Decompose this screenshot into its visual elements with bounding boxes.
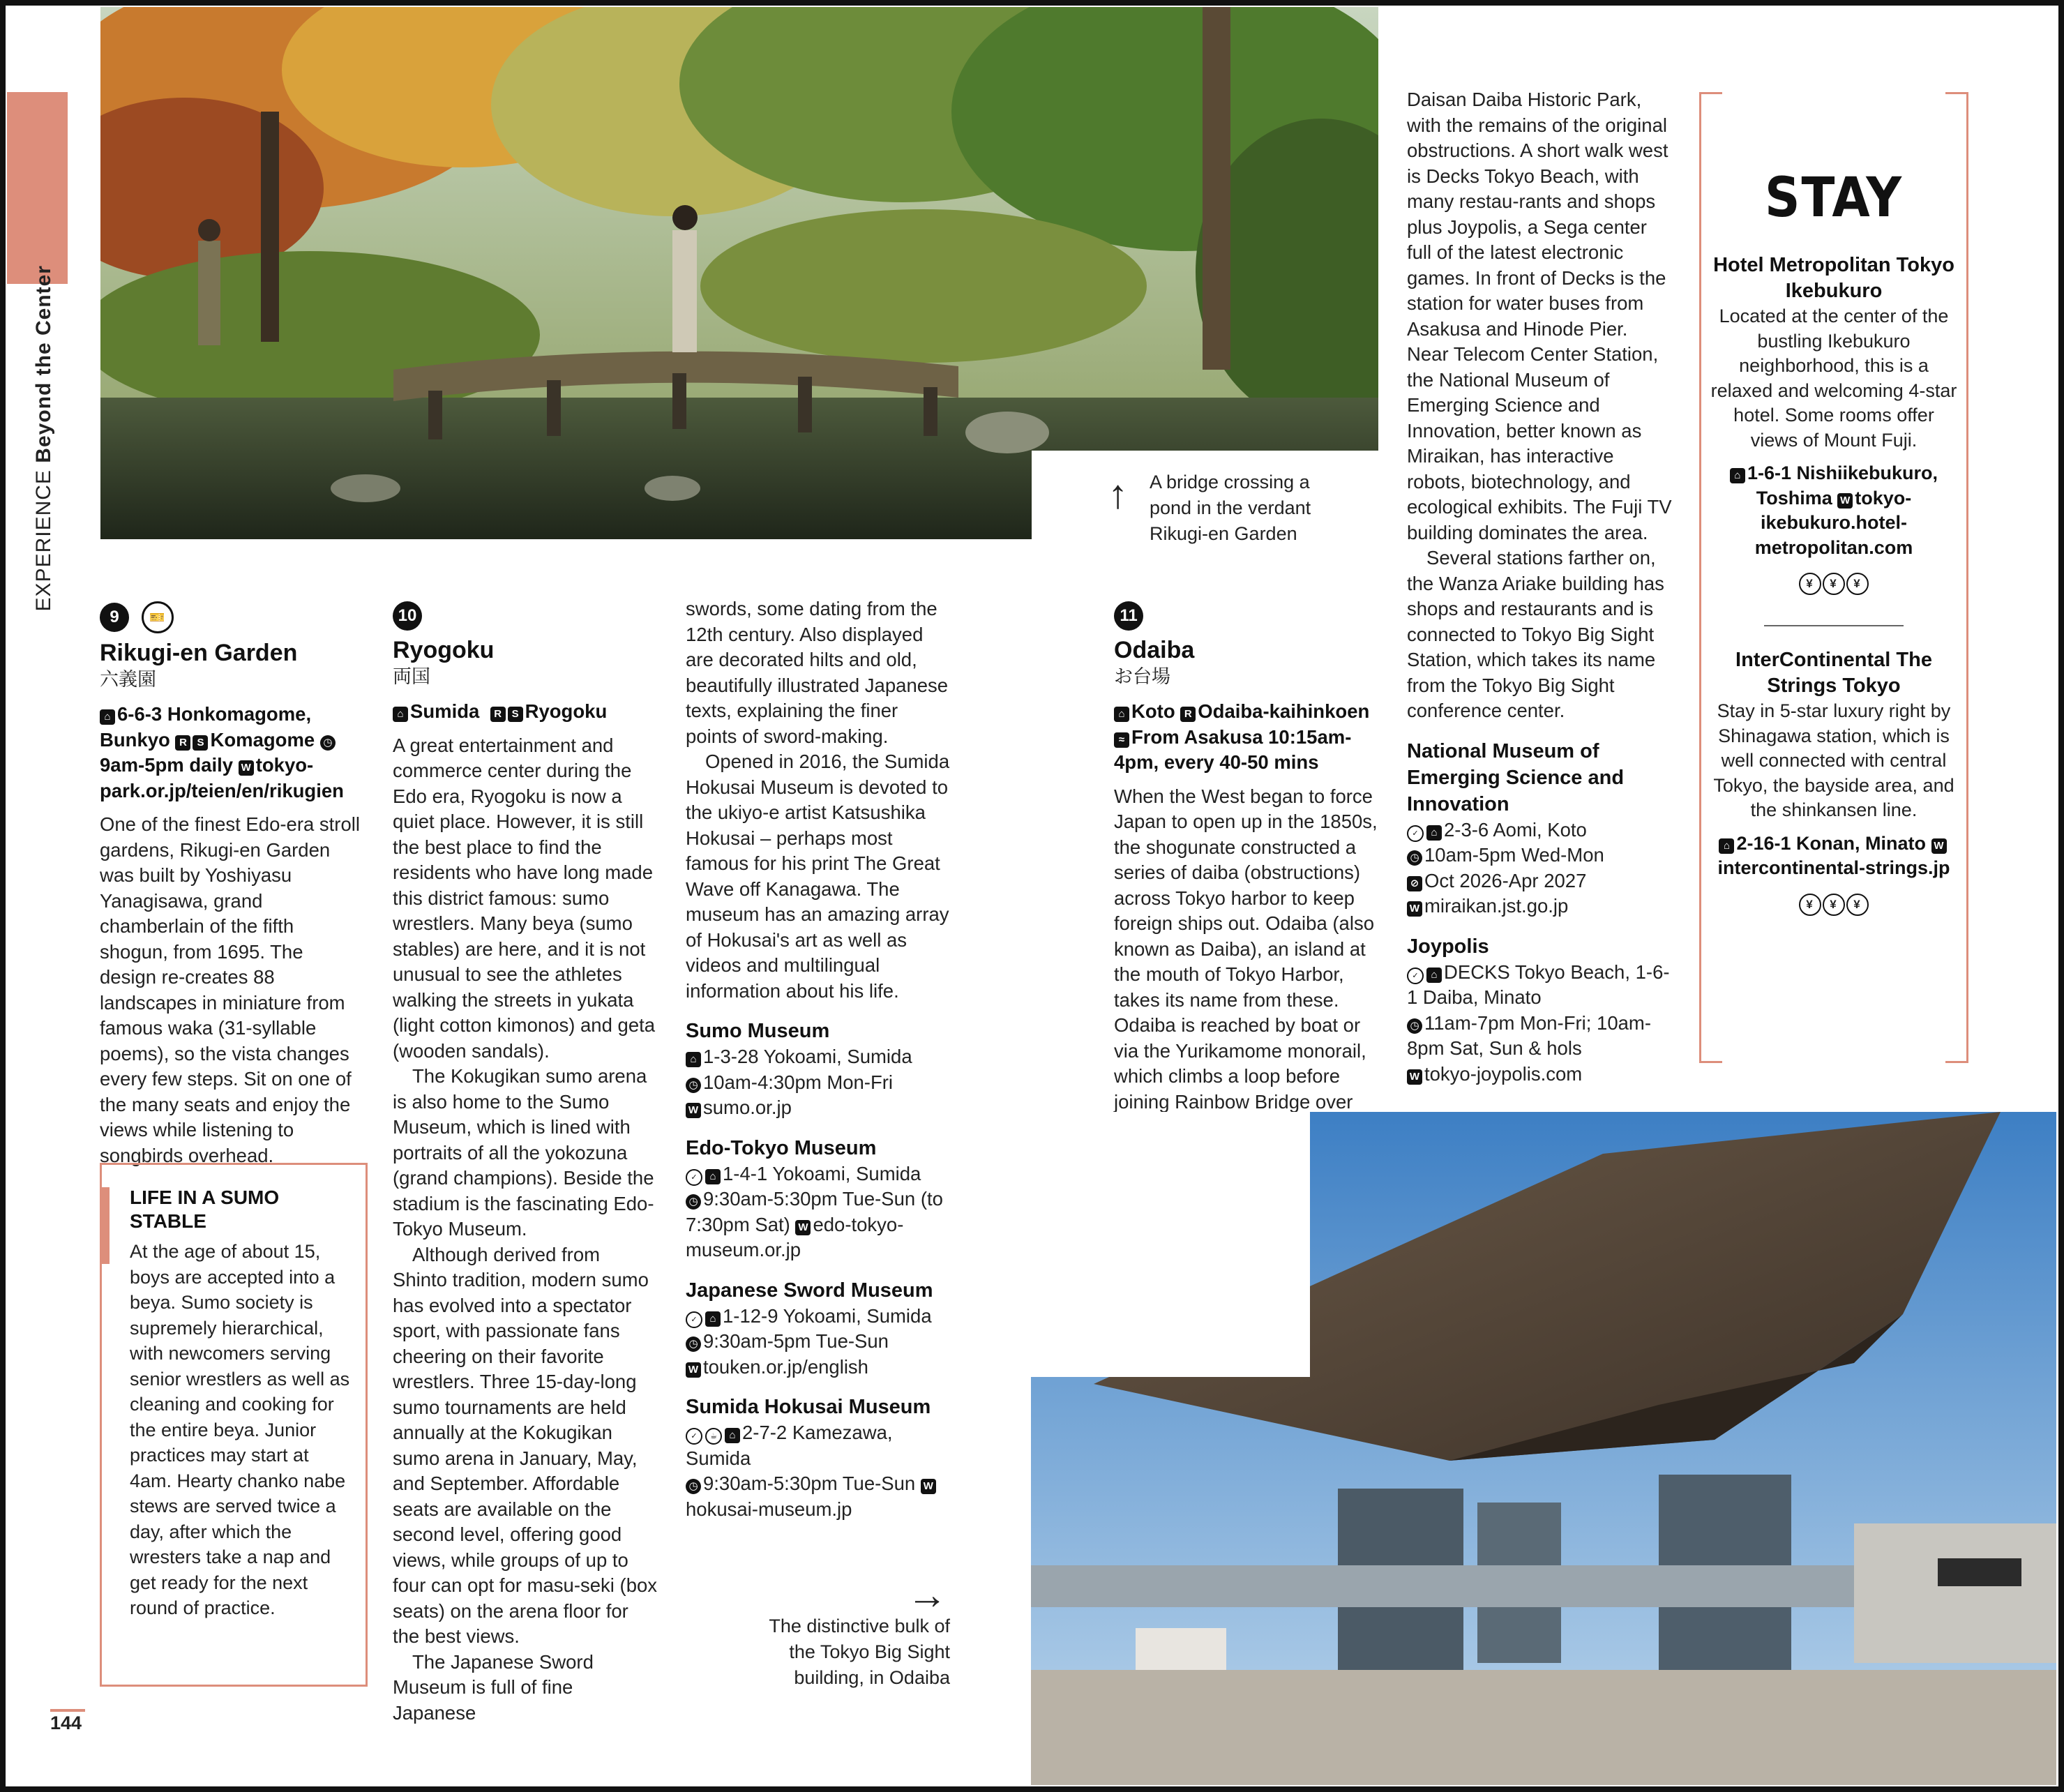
sight-website-link[interactable]: tokyo-joypolis.com (1424, 1062, 1583, 1085)
garden-photo-caption: A bridge crossing a pond in the verdant Rikugi-en Garden (1150, 472, 1311, 544)
web-icon: W (239, 760, 254, 776)
clock-icon: ◷ (1407, 1018, 1422, 1034)
entry-jp-name: 六義園 (100, 669, 156, 690)
ticket-icon: ✓ (686, 1311, 702, 1328)
hotel-website-link[interactable]: tokyo-ikebukuro.hotel-metropolitan.com (1754, 487, 1913, 558)
address-icon: ⌂ (1426, 825, 1442, 841)
entry-para-1: When the West began to force Japan to open up in the 1850s, the shogunate constructed a series of daiba (obstructions) across Tokyo harbor to keep foreign ships out. Odaiba (also known as Daiba), an island at the mouth of Tokyo Harbor, takes its name from these. Odaiba is reached by boat or via the Yurikamome monorail, which climbs a loop before joining Rainbow Bridge over (1114, 785, 1378, 1113)
entry-para-4: The Japanese Sword Museum is full of fine Japanese (393, 1650, 594, 1724)
hotel-address: 2-16-1 Konan, Minato (1736, 832, 1926, 854)
subway-icon: S (508, 707, 523, 722)
web-icon: W (1837, 493, 1853, 509)
address-icon: ⌂ (393, 707, 408, 722)
address-icon: ⌂ (1426, 967, 1442, 983)
price-icon: ¥ (1799, 894, 1821, 916)
hotel-entry (1708, 253, 1959, 595)
ryogoku-continued: swords, some dating from the 12th century. Also displayed are decorated hilts and old, beautifully illustrated Japanese texts, explaining the finer points of sword-making. Opened in 2016, the Sumida Hokusai Museum is devoted to the ukiyo-e artist Katsushika Hokusai – perhaps most famous for his print The Great Wave off Kanagawa. The museum has an amazing array of Hokusai's art as well as videos and multilingual information about his life. Sumo Museum ⌂ 1-3-28 Yokoami, Sumida ◷ 10am-4:30pm Mon-Fri W sumo.or.jp Edo-Tokyo Museum ✓ ⌂ 1-4-1 Yokoami, Sumida ◷ 9:30am-5:30pm Tue-Sun (to 7:30pm Sat) W edo-tokyo-museum.or.jp Japanese Sword Museum ✓ ⌂ 1-12-9 Yokoami, Sumida ◷ 9:30am-5pm Tue-Sun W touken.or.jp/english Sumida Hokusai Museum ✓ ☕ ⌂ 2-7-2 Kamezawa, Sumida ◷ 9:30am-5:30pm Tue-Sun Whokusai-museum.jp (686, 598, 950, 1520)
box-accent-bar (100, 1187, 110, 1264)
web-icon: W (795, 1220, 811, 1235)
entry-body: One of the finest Edo-era stroll gardens, Rikugi-en Garden was built by Yoshiyasu Yanagisawa, grand chamberlain of the fifth shogun, from 1695. The design re-creates 88 landscapes in miniature from famous waka (31-syllable poems), so the vista changes every few steps. Sit on one of the many seats and enjoy the views while listening to songbirds overhead. (100, 813, 360, 1166)
web-icon: W (686, 1103, 701, 1118)
section-tab (7, 92, 68, 284)
hotel-description: Located at the center of the bustling Ikebukuro neighborhood, this is a relaxed and welcoming 4-star hotel. Some rooms offer views of Mount Fuji. (1710, 306, 1957, 451)
museum-website-link[interactable]: hokusai-museum.jp (686, 1498, 852, 1520)
ticket-icon: ✓ (686, 1169, 702, 1186)
entry-title: Rikugi-en Garden (100, 640, 298, 666)
entry-title: Odaiba (1114, 637, 1195, 663)
hotel-price (1708, 570, 1959, 595)
clock-icon: ◷ (686, 1337, 701, 1352)
entry-number: 10 (393, 601, 422, 631)
entry-para-hokusai: Opened in 2016, the Sumida Hokusai Museum is devoted to the ukiyo-e artist Katsushika Hokusai – perhaps most famous for his print The Great Wave off Kanagawa. The museum has an amazing array of Hokusai's art as well as videos and multilingual information about his life. (686, 751, 950, 1002)
clock-icon: ◷ (686, 1078, 701, 1093)
museum-website-link[interactable]: touken.or.jp/english (703, 1355, 868, 1378)
stay-box (1699, 92, 1968, 1063)
price-icon: ¥ (1799, 573, 1821, 595)
entry-info: ⌂ Sumida R S Ryogoku (393, 699, 658, 725)
closed-icon: ⊘ (1407, 876, 1422, 891)
garden-photo (100, 7, 1378, 539)
entry-info: ⌂ Koto R Odaiba-kaihinkoen ≈ From Asakusa 10:15am-4pm, every 40-50 mins (1114, 700, 1370, 773)
hotel-address: 1-6-1 Nishiikebukuro, Toshima (1747, 462, 1938, 509)
price-icon: ¥ (1823, 894, 1845, 916)
address-icon: ⌂ (705, 1311, 721, 1327)
clock-icon: ◷ (686, 1194, 701, 1210)
entry-para-3: Although derived from Shinto tradition, modern sumo has evolved into a spectator sport, with passionate fans cheering on their favorite wrestlers. Three 15-day-long sumo tournaments are held annually at the Kokugikan sumo arena in January, May, and September. Affordable seats are available on the second level, offering good views, while groups of up to four can opt for masu-seki (box seats) on the arena floor for the best views. (393, 1243, 658, 1647)
address-icon: ⌂ (100, 709, 115, 725)
entry-number: 11 (1114, 601, 1143, 631)
address-icon: ⌂ (1719, 838, 1734, 854)
web-icon: W (686, 1362, 701, 1378)
sight-name: Joypolis (1407, 935, 1489, 958)
museum-name: Edo-Tokyo Museum (686, 1136, 877, 1159)
section-label (32, 265, 64, 628)
entry-para-2: The Kokugikan sumo arena is also home to the Sumo Museum, which is lined with portraits of all the yokozuna (grand champions). Beside the stadium is the fascinating Edo-Tokyo Museum. (393, 1065, 654, 1240)
museum-website-link[interactable]: sumo.or.jp (703, 1097, 792, 1118)
hotel-name: Hotel Metropolitan Tokyo Ikebukuro (1713, 254, 1954, 302)
web-icon: W (1931, 838, 1947, 854)
stay-divider (1764, 625, 1904, 626)
price-icon: ¥ (1846, 894, 1869, 916)
entry-number: 9 (100, 603, 129, 632)
clock-icon: ◷ (686, 1479, 701, 1494)
ticket-icon: ✓ (1407, 825, 1424, 842)
entry-para-continued: Daisan Daiba Historic Park, with the remains of the original obstructions. A short walk west is Decks Tokyo Beach, with many restau-rants and shops plus Joypolis, a Sega center full of the latest electronic games. In front of Decks is the station for water buses from Asakusa and Hinode Pier. Near Telecom Center Station, the National Museum of Emerging Science and Innovation, better known as Miraikan, has interactive robots, biotechnology, and ecological exhibits. The Fuji TV building dominates the area. (1407, 89, 1672, 543)
box-title: LIFE IN A SUMO STABLE (130, 1187, 280, 1232)
address-icon: ⌂ (1730, 468, 1745, 483)
hotel-description: Stay in 5-star luxury right by Shinagawa station, which is well connected with central Tokyo, the bayside area, and the shinkansen line. (1713, 700, 1954, 820)
ticket-icon: 🎫 (142, 601, 174, 633)
museum-website-link[interactable]: edo-tokyo-museum.or.jp (686, 1213, 904, 1260)
web-icon: W (1407, 901, 1422, 917)
entry-rikugien (100, 601, 365, 1168)
train-icon: R (1180, 707, 1196, 722)
boat-icon: ≈ (1114, 732, 1129, 748)
museum-name: Sumo Museum (686, 1020, 830, 1042)
caption-arrow-right-icon: → (907, 1572, 947, 1618)
clock-icon: ◷ (320, 735, 336, 751)
hotel-name: InterContinental The Strings Tokyo (1735, 649, 1932, 697)
hotel-price (1708, 891, 1959, 916)
sight-name: National Museum of Emerging Science and Innovation (1407, 739, 1625, 815)
price-icon: ¥ (1823, 573, 1845, 595)
page-number-rule (50, 1709, 85, 1712)
address-icon: ⌂ (1114, 707, 1129, 722)
hotel-entry (1708, 647, 1959, 916)
section-name: Beyond the Center (32, 265, 55, 463)
odaiba-continued: Daisan Daiba Historic Park, with the remains of the original obstructions. A short walk west is Decks Tokyo Beach, with many restau-rants and shops plus Joypolis, a Sega center full of the latest electronic games. In front of Decks is the station for water buses from Asakusa and Hinode Pier. Near Telecom Center Station, the National Museum of Emerging Science and Innovation, better known as Miraikan, has interactive robots, biotechnology, and ecological exhibits. The Fuji TV building dominates the area. Several stations farther on, the Wanza Ariake building has shops and restaurants and is connected to Tokyo Big Sight Station, which takes its name from the Tokyo Big Sight conference center. National Museum of Emerging Science and Innovation ✓ ⌂ 2-3-6 Aomi, Koto ◷ 10am-5pm Wed-Mon ⊘ Oct 2026-Apr 2027 W miraikan.jst.go.jp Joypolis ✓ ⌂ DECKS Tokyo Beach, 1-6-1 Daiba, Minato ◷ 11am-7pm Mon-Fri; 10am-8pm Sat, Sun & hols W tokyo-joypolis.com (1407, 89, 1672, 1085)
entry-para-continued: swords, some dating from the 12th century. Also displayed are decorated hilts and old, beautifully illustrated Japanese texts, explaining the finer points of sword-making. (686, 598, 949, 747)
ticket-icon: ✓ (1407, 967, 1424, 984)
sight-website-link[interactable]: miraikan.jst.go.jp (1424, 895, 1569, 917)
entry-info: ⌂ 6-6-3 Honkomagome, Bunkyo R S Komagome ◷9am-5pm daily W tokyo-park.or.jp/teien/en/rikugien (100, 703, 344, 801)
caption-arrow-up-icon: ↑ (1108, 472, 1128, 517)
entry-title: Ryogoku (393, 637, 495, 663)
section-prefix: EXPERIENCE (32, 469, 55, 612)
subway-icon: S (193, 735, 208, 751)
address-icon: ⌂ (686, 1052, 701, 1067)
price-icon: ¥ (1846, 573, 1869, 595)
hotel-website-link[interactable]: intercontinental-strings.jp (1717, 857, 1950, 878)
web-icon: W (921, 1479, 936, 1494)
entry-jp-name: 両国 (393, 666, 430, 687)
ticket-icon: ✓ (686, 1428, 702, 1445)
entry-para-2: Several stations farther on, the Wanza Ariake building has shops and restaurants and is connected to Tokyo Big Sight Station, which takes its name from the Tokyo Big Sight conference center. (1407, 547, 1664, 721)
train-icon: R (490, 707, 506, 722)
page-number: 144 (50, 1712, 82, 1733)
entry-para-1: A great entertainment and commerce center during the Edo era, Ryogoku is now a quiet place. However, it is still the best place to find the residents who have long made this district famous: sumo wrestlers. Many beya (sumo stables) are here, and it is not unusual to see the athletes walking the streets in yukata (light cotton kimonos) and geta (wooden sandals). (393, 734, 656, 1062)
entry-website-link[interactable]: tokyo-park.or.jp/teien/en/rikugien (100, 754, 344, 801)
stay-title: STAY (1764, 167, 1903, 229)
clock-icon: ◷ (1407, 850, 1422, 866)
address-icon: ⌂ (725, 1428, 740, 1443)
entry-jp-name: お台場 (1114, 666, 1170, 687)
address-icon: ⌂ (705, 1169, 721, 1184)
caption-cutout (1031, 1112, 1310, 1377)
museum-name: Sumida Hokusai Museum (686, 1396, 931, 1418)
cafe-icon: ☕ (705, 1428, 722, 1445)
box-text: At the age of about 15, boys are accepted into a beya. Sumo society is supremely hierarchical, with newcomers serving senior wrestlers as well as cleaning and cooking for the entire beya. Junior practices may start at 4am. Hearty chanko nabe stews are served twice a day, after which the wresters take a nap and get ready for the next round of practice. (130, 1241, 350, 1618)
bigsight-photo (1031, 1112, 2056, 1785)
museum-name: Japanese Sword Museum (686, 1279, 933, 1302)
bigsight-photo-caption: The distinctive bulk of the Tokyo Big Sight building, in Odaiba (769, 1616, 950, 1688)
sumo-stable-box (100, 1163, 368, 1687)
entry-ryogoku (393, 601, 658, 1726)
train-icon: R (175, 735, 190, 751)
web-icon: W (1407, 1069, 1422, 1085)
